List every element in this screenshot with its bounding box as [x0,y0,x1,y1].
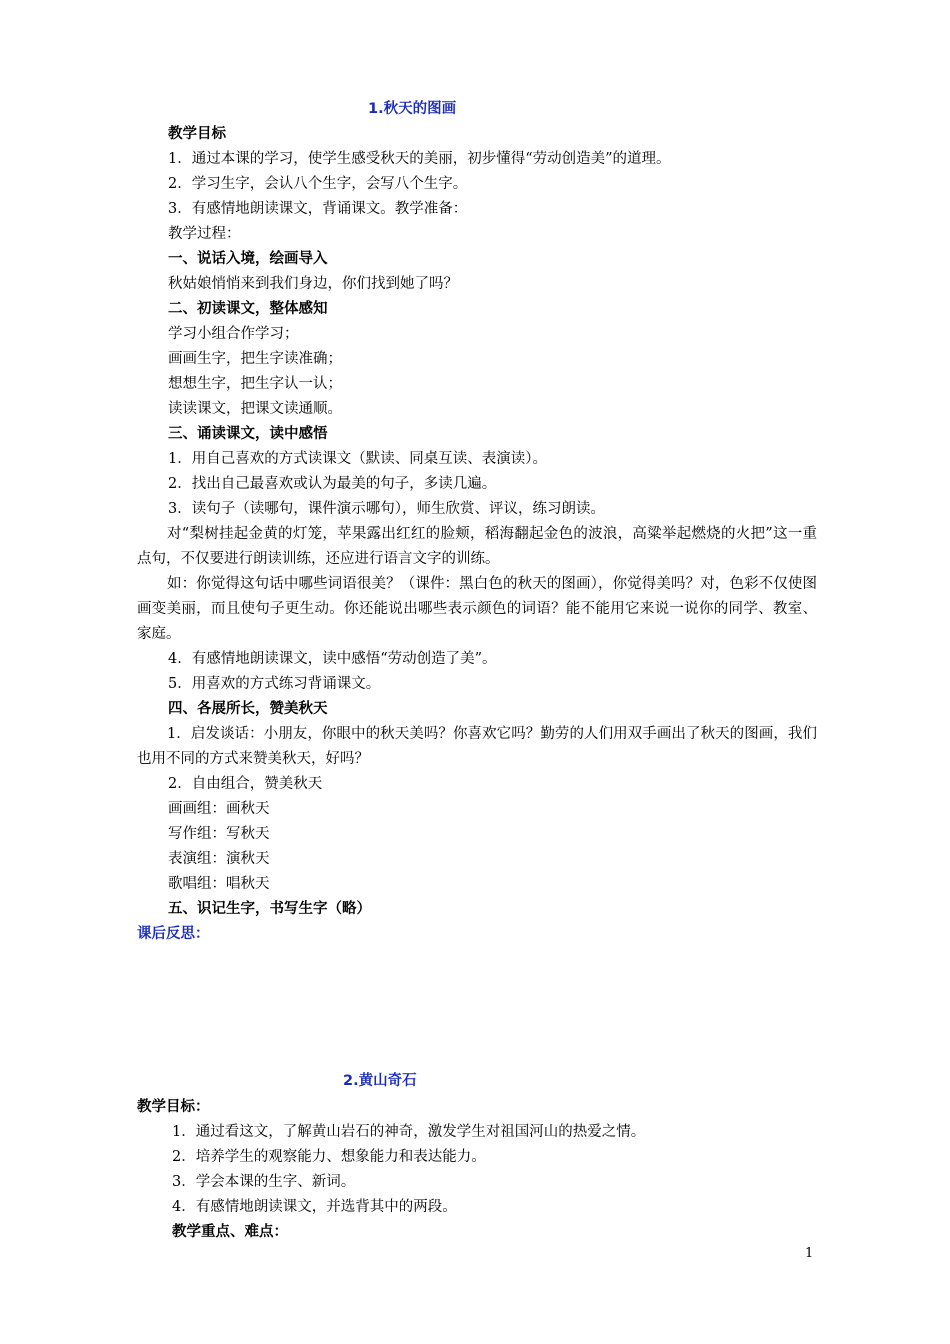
lesson2-goal-4: 4．有感情地朗读课文，并选背其中的两段。 [172,1199,457,1215]
lesson1-goal-3: 3．有感情地朗读课文，背诵课文。教学准备： [168,201,468,217]
lesson2-key-points-heading: 教学重点、难点： [172,1224,288,1240]
section-2-line-3: 想想生字，把生字认一认； [168,376,342,392]
section-3-item-5: 5．用喜欢的方式练习背诵课文。 [168,676,381,692]
section-2-heading: 二、初读课文，整体感知 [168,301,328,317]
page-number: 1 [805,1246,814,1261]
lesson1-process-label: 教学过程： [168,226,241,242]
section-4-paragraph-1: 1．启发谈话：小朋友，你眼中的秋天美吗？你喜欢它吗？勤劳的人们用双手画出了秋天的图画，我们也用不同的方式来赞美秋天，好吗？ [137,726,817,767]
lesson2-goal-1: 1．通过看这文，了解黄山岩石的神奇，激发学生对祖国河山的热爱之情。 [172,1124,646,1140]
section-3-heading: 三、诵读课文，读中感悟 [168,426,328,442]
lesson1-goal-1: 1．通过本课的学习，使学生感受秋天的美丽，初步懂得“劳动创造美”的道理。 [168,151,671,167]
reflection-heading: 课后反思： [137,926,210,942]
section-5-heading: 五、识记生字，书写生字（略） [168,901,371,917]
section-1-text: 秋姑娘悄悄来到我们身边，你们找到她了吗？ [168,276,458,292]
group-acting: 表演组：演秋天 [168,851,270,867]
group-writing: 写作组：写秋天 [168,826,270,842]
section-2-line-1: 学习小组合作学习； [168,326,299,342]
lesson2-goal-2: 2．培养学生的观察能力、想象能力和表达能力。 [172,1149,486,1165]
section-2-line-4: 读读课文，把课文读通顺。 [168,401,342,417]
lesson1-goal-2: 2．学习生字，会认八个生字，会写八个生字。 [168,176,468,192]
section-3-item-4: 4．有感情地朗读课文，读中感悟“劳动创造了美”。 [168,651,497,667]
section-3-item-2: 2．找出自己最喜欢或认为最美的句子，多读几遍。 [168,476,497,492]
group-singing: 歌唱组：唱秋天 [168,876,270,892]
section-4-item-2: 2．自由组合，赞美秋天 [168,776,323,792]
section-3-item-1: 1．用自己喜欢的方式读课文（默读、同桌互读、表演读）。 [168,451,547,467]
lesson1-title: 1.秋天的图画 [368,101,457,117]
section-3-paragraph-1: 对“梨树挂起金黄的灯笼，苹果露出红红的脸颊，稻海翻起金色的波浪，高粱举起燃烧的火把”这一重点句，不仅要进行朗读训练，还应进行语言文字的训练。 [137,526,817,567]
group-drawing: 画画组：画秋天 [168,801,270,817]
section-4-heading: 四、各展所长，赞美秋天 [168,701,328,717]
lesson1-goals-heading: 教学目标 [168,126,226,142]
lesson2-goals-heading: 教学目标： [137,1099,210,1115]
lesson2-goal-3: 3．学会本课的生字、新词。 [172,1174,356,1190]
section-3-paragraph-2: 如：你觉得这句话中哪些词语很美？（课件：黑白色的秋天的图画），你觉得美吗？对，色彩不仅使图画变美丽，而且使句子更生动。你还能说出哪些表示颜色的词语？能不能用它来说一说你的同学、教室、家庭。 [137,576,817,642]
section-2-line-2: 画画生字，把生字读准确； [168,351,342,367]
section-3-item-3: 3．读句子（读哪句，课件演示哪句），师生欣赏、评议，练习朗读。 [168,501,605,517]
section-1-heading: 一、说话入境，绘画导入 [168,251,328,267]
lesson2-title: 2.黄山奇石 [343,1073,417,1089]
